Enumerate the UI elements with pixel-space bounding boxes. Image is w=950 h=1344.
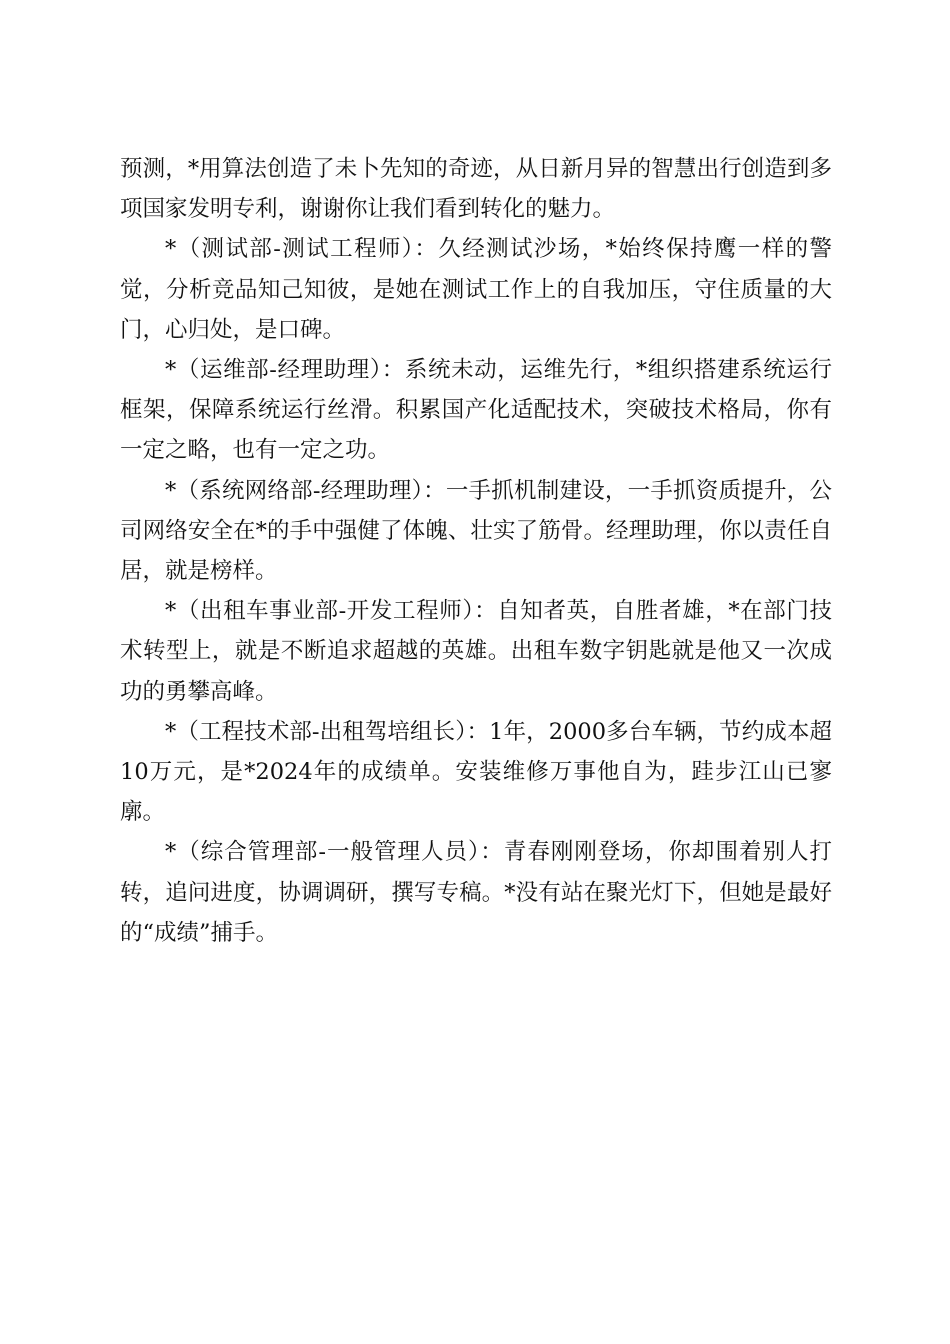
paragraph-engineering-lead: *（工程技术部-出租驾培组长）：1年，2000多台车辆，节约成本超10万元，是*2024年的成绩单。安装维修万事他自为，跬步江山已寥廓。 — [120, 718, 832, 826]
paragraph-continuation: 预测，*用算法创造了未卜先知的奇迹，从日新月异的智慧出行创造到多项国家发明专利，谢谢你让我们看到转化的魅力。 — [120, 156, 832, 223]
paragraph-test-engineer: *（测试部-测试工程师）：久经测试沙场，*始终保持鹰一样的警觉，分析竞品知己知彼，是她在测试工作上的自我加压，守住质量的大门，心归处，是口碑。 — [120, 236, 832, 343]
paragraph-taxi-developer: *（出租车事业部-开发工程师）：自知者英，自胜者雄，*在部门技术转型上，就是不断追求超越的英雄。出租车数字钥匙就是他又一次成功的勇攀高峰。 — [120, 598, 832, 705]
document-body — [120, 149, 832, 953]
paragraph-admin-staff: *（综合管理部-一般管理人员）：青春刚刚登场，你却围着别人打转，追问进度，协调调研，撰写专稿。*没有站在聚光灯下，但她是最好的“成绩”捕手。 — [120, 839, 832, 946]
paragraph-network-assistant: *（系统网络部-经理助理）：一手抓机制建设，一手抓资质提升，公司网络安全在*的手中强健了体魄、壮实了筋骨。经理助理，你以责任自居，就是榜样。 — [120, 477, 832, 585]
paragraph-ops-assistant: *（运维部-经理助理）：系统未动，运维先行，*组织搭建系统运行框架，保障系统运行丝滑。积累国产化适配技术，突破技术格局，你有一定之略，也有一定之功。 — [120, 357, 832, 464]
